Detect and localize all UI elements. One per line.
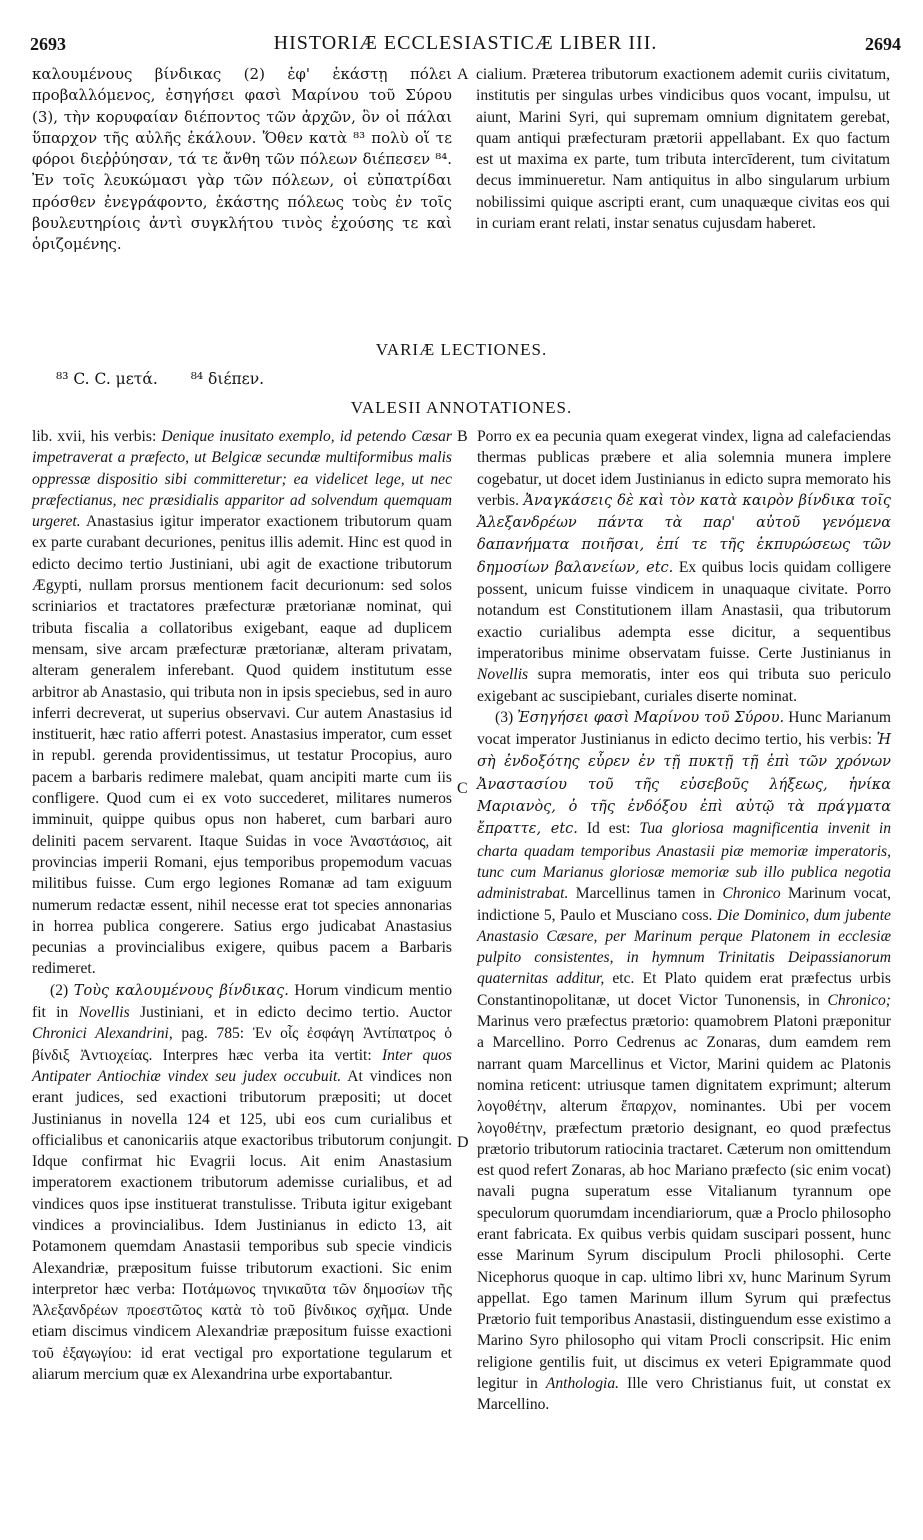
page-number-right: 2694 [865, 34, 901, 54]
text-run: Anastasius igitur imperator exactionem tributorum quam ex parte curabant decuriones, penitus illis ademit. Hinc est quod in edicto decimo tertio Justiniani, ubi agit de exactione tributorum Ægypti, nullam prorsus mentionem facit decurionum: sed solos scriniarios et tractatores præfecturæ prætorianæ nominat, qui tributa fiscalia a collatoribus exigebant, eaque ad duplicem mensam, sive arcam præfecturæ prætorianæ, alteram privatam, alteram generalem inferebant. Quod quidem institutum esse arbitror ab Anastasio, qui tributa non in ipsis speciebus, sed in auro inferri decreverat, ut superius observavi. Cur autem Anastasius id instituerit, hæc ratio afferri potest. Anastasius imperator, cum esset in republ. gerenda providentissimus, ut testatur Procopius, auro pacem a barbaris redimere malebat, quam ancipiti marte cum iis confligere. Quod cum ei ex voto succederet, militares numeros imminuit, quippe quibus opus non haberet, cum barbari auro deliniti pacem servarent. Itaque Suidas in voce Ἀναστάσιος, ait provincias imperii Romani, ejus temporibus propemodum vacuas militibus fuisse. Cum ergo legiones Romanæ ad tam exiguum numerum redactæ essent, nihil necesse erat tot species annonarias in horrea publica congerere. Satius ergo judicabat Anastasius pecunias a provincialibus exigere, quibus pacem a Barbaris redimeret. [32, 513, 452, 978]
annotation-3 [477, 707, 891, 1416]
lemma-greek: Τοὺς καλουμένους βίνδικας. [73, 982, 289, 999]
citation-italic: Novellis [477, 666, 529, 684]
variae-lectiones-title: VARIÆ LECTIONES. [375, 340, 548, 359]
annotation-paragraph [32, 426, 452, 980]
text-run: Marinus vero præfectus prætorio: quamobrem Platoni præponitur a Marcellino. Porro Cedrenus ac Zonaras, dum eamdem rem narrant quam Marcellinus et Victor, Marini quidem ac Platonis nomina reticent: utriusque tamen dignitatem exprimunt; alterum λογοθέτην, alterum ἔπαρχον, nominantes. Ubi per vocem λογοθέτην, præfectum prætorio designant, eo quod præfectus prætorio tributorum ratiocinia tractaret. Cæterum non omittendum est quod refert Zonaras, ab hoc Mariano præfecto (sic enim vocat) navali pugna superatum esse Vitalianum tyrannum ope speculorum quorumdam incendiariorum, quæ a Proclo philosopho erant fabricata. Ex quibus verbis quidam suscipari possent, hunc esse Marinum Syrum discipulum Procli philosophi. Certe Nicephorus quoque in cap. ultimo libri xv, hunc Marinum Syrum appellat. Ego tamen Marinum illum Syrum qui præfectus Prætorio fuit temporibus Anastasii, distinguendum esse existimo a Marino Syro philosopho qui vitam Procli conscripsit. Hic enim religione gentilis fuit, ut discimus ex veteri Epigrammate quod legitur in [477, 1013, 891, 1393]
quotation-marcellinus: Die Dominico, dum jubente Anastasio Cæsare, per Marinum perque Platonem in ecclesiæ pulpito consistentes, in hymnum Trinitatis Deipassianorum quaternitas additur, [477, 906, 891, 988]
lemma-greek: Ἐσηγήσει φασὶ Μαρίνου τοῦ Σύρου. [517, 709, 785, 726]
annotation-2 [32, 980, 452, 1386]
margin-letter-d: D [457, 1134, 469, 1151]
text-run: Hunc Marianum vocat imperator Justinianus in edicto decimo tertio, his verbis: [477, 708, 892, 749]
variant-84: ⁸⁴ διέπεν. [190, 370, 265, 388]
text-run: etc. Et Plato quidem erat præfectus urbis Constantinopolitanæ, ut docet Victor Tunonensis, in [477, 970, 891, 1009]
text-run: Porro ex ea pecunia quam exegerat vindex, ligna ad calefaciendas thermas publicas præbere et alia solemnia munera implere cogebatur, ut docet idem Justinianus in edicto supra memorato his verbis. [477, 428, 891, 509]
margin-letter-a: A [457, 66, 469, 83]
greek-quotation: Ἡ σὴ ἐνδοξότης εὗρεν ἐν τῇ πυκτῇ τῇ ἐπὶ τῶν χρόνων Ἀναστασίου τοῦ τῆς εὐσεβοῦς λήξεως, ἡνίκα Μαριανὸς, ὁ τῆς ἐνδόξου ἐπὶ αὐτῷ τὰ πράγματα ἔπραττε, etc. [477, 732, 891, 838]
running-head [30, 30, 901, 60]
latin-translation: cialium. Præterea tributorum exactionem ademit curiis civitatum, institutis per singulas urbes vindicibus quos vocant, impulsu, ut aiunt, Marini Syri, qui supremam omnium dignitatem gerebat, quam antiqui præfecturam prætorii appellabant. Ex quo factum est ut maxima ex parte, tum tributa intercīderent, tum civitatum decus imminueretur. Nam antiquitus in albo singularum urbium nobilissimi quique ascripti erant, cum unaquæque civitas eos qui in curiam erant relati, instar senatus cujusdam haberet. [476, 66, 890, 233]
margin-letter-c: C [457, 780, 468, 797]
citation-italic: Novellis [78, 1004, 130, 1022]
valesii-annotationes-title: VALESII ANNOTATIONES. [350, 398, 573, 417]
citation-italic: Chronico [722, 885, 781, 903]
greek-text-column [32, 64, 452, 256]
text-run: Justiniani, et in edicto decimo tertio. Auctor [129, 1004, 452, 1022]
text-run: Id est: [577, 820, 640, 838]
quotation-ammianus: Denique inusitato exemplo, id petendo Cæsar impetraverat a præfecto, ut Belgicæ secundæ multiformibus malis oppressæ dispositio sibi committeretur; ea videlicet lege, ut nec præfectianus, nec præsidialis apparitor ad solvendum quemquam urgeret. [32, 428, 452, 531]
page-number-left: 2693 [30, 34, 66, 54]
note-marker: (3) [495, 708, 518, 726]
text-run: Ille vero Christianus fuit, ut constat ex Marcellino. [477, 1375, 891, 1414]
text-run: , pag. 785: Ἐν οἷς ἐσφάγη Ἀντίπατρος ὁ βίνδιξ Ἀντιοχείας. Interpres hæc verba ita vertit: [32, 1025, 452, 1064]
text-run: supra memoratis, inter eos qui tributa suo periculo exigebant ac suscipiebant, curiales diserte nominat. [477, 666, 891, 705]
citation-italic: Chronici Alexandrini [32, 1025, 169, 1043]
translation-italic: Tua gloriosa magnificentia invenit in charta quadam temporibus Anastasii piæ memoriæ imperatoris, tunc cum Marianus gloriosæ memoriæ sub illo publica negotia administrabat. [477, 820, 891, 903]
running-title: HISTORIÆ ECCLESIASTICÆ LIBER III. [273, 32, 658, 54]
variant-83: ⁸³ C. C. μετά. [56, 370, 158, 388]
variant-readings [56, 370, 292, 388]
translation-italic: Inter quos Antipater Antiochiæ vindex seu judex occubuit. [32, 1046, 452, 1085]
text-run: Horum vindicum mentio fit in [32, 981, 452, 1022]
latin-translation-column [476, 64, 890, 234]
text-run: Marinum vocat, indictione 5, Paulo et Musciano coss. [477, 885, 891, 924]
greek-quotation: Ἀναγκάσεις δὲ καὶ τὸν κατὰ καιρὸν βίνδικα τοῖς Ἀλεξανδρέων πάντα τὰ παρ' αὐτοῦ γενόμενα δαπανήματα ποιῆσαι, ἐπί τε τῆς ἐκπυρώσεως τῶν δημοσίων βαλανείων, etc. [477, 492, 892, 576]
text-run: Ex quibus locis quidam colligere possent, unicum fuisse vindicem in unaquaque civitate. Porro notandum est Constitutionem illam Anastasii, qua tributorum exactio curialibus adempta esse dicitur, a sequentibus imperatoribus minime observatam fuisse. Certe Justinianus in [477, 558, 891, 662]
text-run: At vindices non erant judices, sed exactioni tributorum præpositi; ut docet Justinianus in novella 124 et 125, ubi eos cum curialibus et officialibus et canonicariis atque exactoribus tributorum conjungit. Idque confirmat hic Evagrii locus. Ait enim Anastasium imperatorem exactionem tributorum ademisse curialibus, et ad vindices quos ipse instituerat transtulisse. Tributa igitur exigebant vindices a provincialibus. Idem Justinianus in edicto 13, ait Potamonem quemdam Anastasii temporibus sub specie vindicis Alexandriæ, præpositum fuisse tributorum exactioni. Sic enim interpretor hæc verba: Ποτάμωνος τηνικαῦτα τῶν δημοσίων τῆς Ἀλεξανδρέων προεστῶτος κατὰ τὸ τοῦ βίνδικος σχῆμα. Unde etiam discimus vindicem Alexandriæ præpositum fuisse exactioni τοῦ ἐξαγωγίου: id erat vectigal pro exportatione tegularum et aliarum mercium quæ ex Alexandrina urbe exportabantur. [32, 1067, 452, 1384]
greek-text: καλουμένους βίνδικας (2) ἐφ' ἑκάστῃ πόλει προβαλλόμενος, ἐσηγήσει φασὶ Μαρίνου τοῦ Σύρου (3), τὴν κορυφαίαν διέποντος τῶν ἀρχῶν, ὃν οἱ πάλαι ὕπαρχον τῆς αὐλῆς ἐκάλουν. Ὅθεν κατὰ ⁸³ πολὺ οἵ τε φόροι διεῤῥύησαν, τά τε ἄνθη τῶν πόλεων διέπεσεν ⁸⁴. Ἐν τοῖς λευκώμασι γὰρ τῶν πόλεων, οἱ εὐπατρίδαι πρόσθεν ἐνεγράφοντο, ἑκάστης πόλεως τοὺς ἐν τοῖς βουλευτηρίοις ἀντὶ συγκλήτου τινὸς ἐχούσης τε καὶ ὁριζομένης. [32, 65, 452, 254]
text-run: Marcellinus tamen in [568, 885, 723, 903]
citation-italic: Anthologia. [545, 1375, 620, 1393]
annotations-left-column [32, 426, 452, 1385]
annotation-paragraph [477, 426, 891, 707]
text-run: lib. xvii, his verbis: [32, 428, 162, 445]
margin-letter-b: B [457, 428, 468, 445]
note-marker: (2) [50, 981, 74, 999]
citation-italic: Chronico; [827, 991, 891, 1009]
annotations-right-column [477, 426, 891, 1416]
